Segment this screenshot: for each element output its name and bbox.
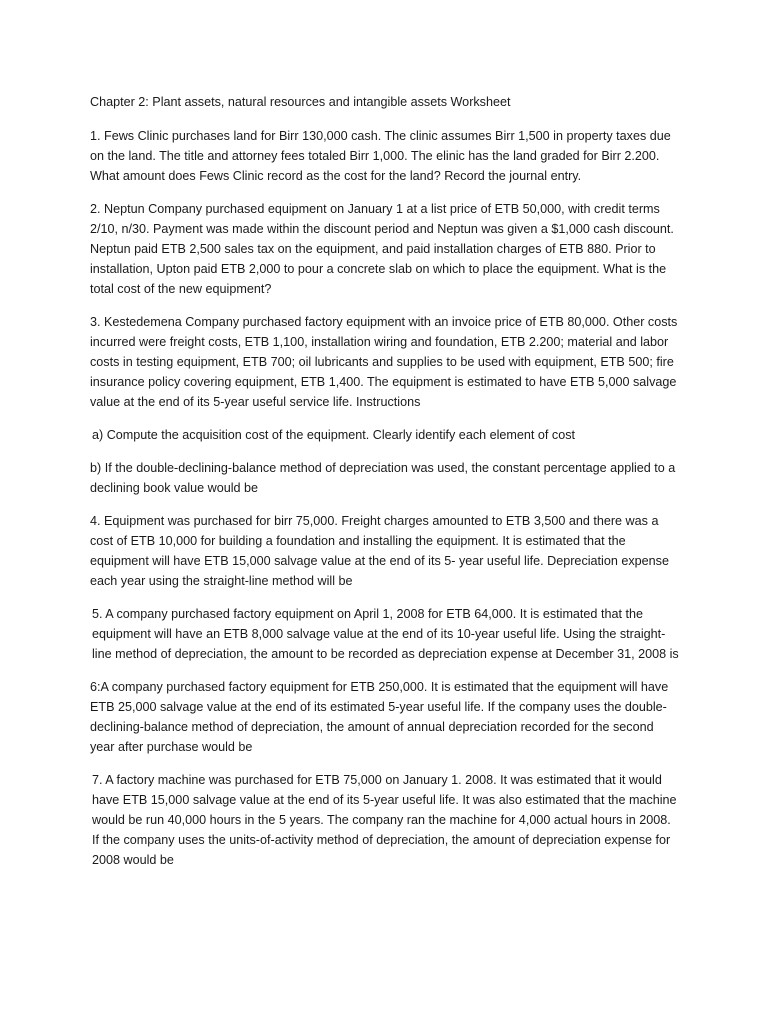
question-5: 5. A company purchased factory equipment on April 1, 2008 for ETB 64,000. It is estimated that the equipment will have an ETB 8,000 salvage value at the end of its 10-year useful life. Using the straight-line method of depreciation, the amount to be recorded as depreciation expense at December 31, 2008 is	[92, 607, 679, 661]
question-3: 3. Kestedemena Company purchased factory equipment with an invoice price of ETB 80,000. Other costs incurred were freight costs, ETB 1,100, installation wiring and foundation, ETB 2.200; material and labor costs in testing equipment, ETB 700; oil lubricants and supplies to be used with equipment, ETB 500; fire insurance policy covering equipment, ETB 1,400. The equipment is estimated to have ETB 5,000 salvage value at the end of its 5-year useful service life. Instructions	[90, 315, 678, 409]
document-body	[90, 92, 680, 883]
question-4: 4. Equipment was purchased for birr 75,000. Freight charges amounted to ETB 3,500 and there was a cost of ETB 10,000 for building a foundation and installing the equipment. It is estimated that the equipment will have ETB 15,000 salvage value at the end of its 5- year useful life. Depreciation expense each year using the straight-line method will be	[90, 514, 669, 588]
question-7: 7. A factory machine was purchased for ETB 75,000 on January 1. 2008. It was estimated that it would have ETB 15,000 salvage value at the end of its 5-year useful life. It was also estimated that the machine would be run 40,000 hours in the 5 years. The company ran the machine for 4,000 actual hours in 2008. If the company uses the units-of-activity method of depreciation, the amount of depreciation expense for 2008 would be	[92, 773, 677, 867]
document-title: Chapter 2: Plant assets, natural resources and intangible assets Worksheet	[90, 95, 511, 109]
question-3-part-a: a) Compute the acquisition cost of the equipment. Clearly identify each element of cost	[92, 428, 576, 442]
question-6: 6:A company purchased factory equipment for ETB 250,000. It is estimated that the equipment will have ETB 25,000 salvage value at the end of its estimated 5-year useful life. If the company uses the double-declining-balance method of depreciation, the amount of annual depreciation recorded for the second year after purchase would be	[90, 680, 669, 754]
question-1: 1. Fews Clinic purchases land for Birr 130,000 cash. The clinic assumes Birr 1,500 in property taxes due on the land. The title and attorney fees totaled Birr 1,000. The elinic has the land graded for Birr 2.200. What amount does Fews Clinic record as the cost for the land? Record the journal entry.	[90, 129, 671, 183]
question-3-part-b: b) If the double-declining-balance method of depreciation was used, the constant percentage applied to a declining book value would be	[90, 461, 676, 495]
question-2: 2. Neptun Company purchased equipment on January 1 at a list price of ETB 50,000, with credit terms 2/10, n/30. Payment was made within the discount period and Neptun was given a $1,000 cash discount. Neptun paid ETB 2,500 sales tax on the equipment, and paid installation charges of ETB 880. Prior to installation, Upton paid ETB 2,000 to pour a concrete slab on which to place the equipment. What is the total cost of the new equipment?	[90, 202, 674, 296]
